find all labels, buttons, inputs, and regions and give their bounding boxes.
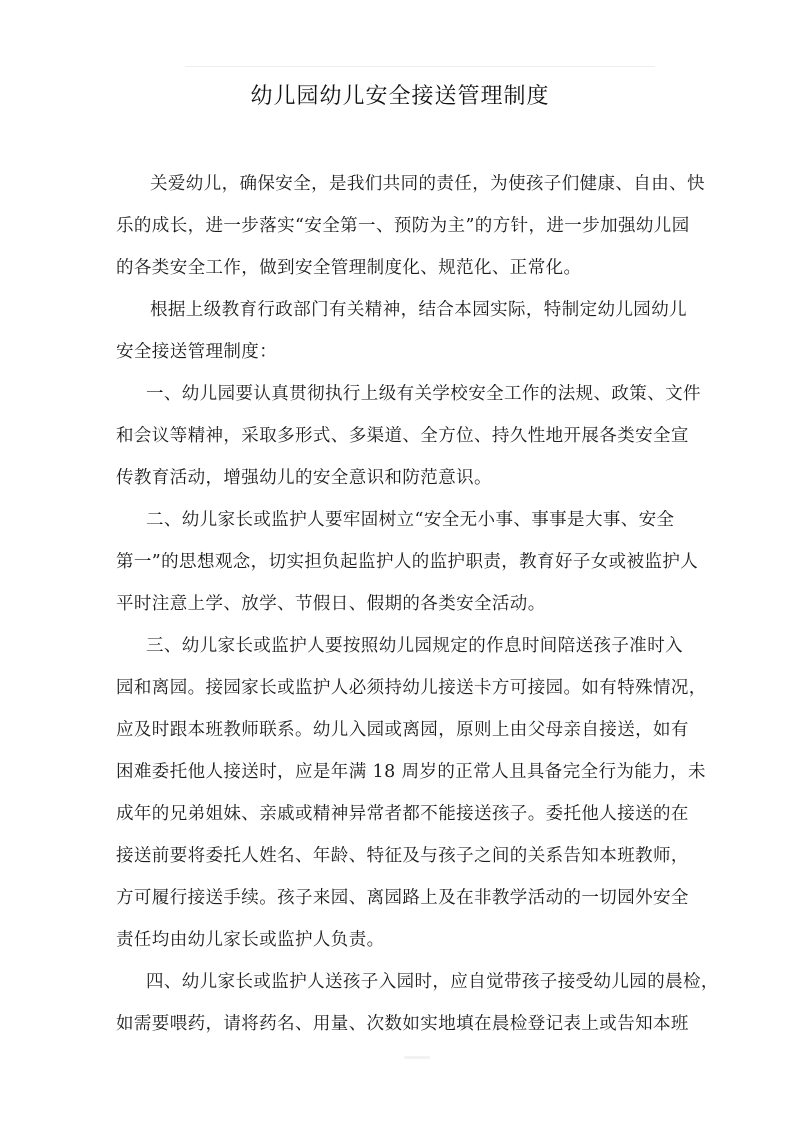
text-line: 困难委托他人接送时，应是年满 18 周岁的正常人且具备完全行为能力，未 <box>116 762 706 782</box>
text-line: 根据上级教育行政部门有关精神，结合本园实际，特制定幼儿园幼儿 <box>150 300 687 320</box>
text-line: 的各类安全工作，做到安全管理制度化、规范化、正常化。 <box>116 258 582 278</box>
text-line: 乐的成长，进一步落实“安全第一、预防为主”的方针，进一步加强幼儿园 <box>116 216 690 236</box>
text-line: 安全接送管理制度： <box>116 342 278 362</box>
text-line: 如需要喂药，请将药名、用量、次数如实地填在晨检登记表上或告知本班 <box>116 1014 689 1034</box>
page-footer-mark <box>404 1056 430 1059</box>
text-line: 二、幼儿家长或监护人要牢固树立“安全无小事、事事是大事、安全 <box>146 510 675 530</box>
text-line: 方可履行接送手续。孩子来园、离园路上及在非教学活动的一切园外安全 <box>116 888 689 908</box>
text-line: 三、幼儿家长或监护人要按照幼儿园规定的作息时间陪送孩子准时入 <box>146 636 683 656</box>
text-line: 关爱幼儿，确保安全，是我们共同的责任，为使孩子们健康、自由、快 <box>150 174 705 194</box>
document-title: 幼儿园幼儿安全接送管理制度 <box>250 84 550 109</box>
text-line: 传教育活动，增强幼儿的安全意识和防范意识。 <box>116 468 492 488</box>
text-line: 接送前要将委托人姓名、年龄、特征及与孩子之间的关系告知本班教师， <box>116 846 689 866</box>
text-line: 平时注意上学、放学、节假日、假期的各类安全活动。 <box>116 594 546 614</box>
header-rule <box>185 66 655 67</box>
text-line: 第一”的思想观念，切实担负起监护人的监护职责，教育好子女或被监护人 <box>116 552 699 572</box>
text-line: 责任均由幼儿家长或监护人负责。 <box>116 930 385 950</box>
text-line: 园和离园。接园家长或监护人必须持幼儿接送卡方可接园。如有特殊情况， <box>116 678 707 698</box>
text-line: 应及时跟本班教师联系。幼儿入园或离园，原则上由父母亲自接送，如有 <box>116 720 689 740</box>
text-line: 和会议等精神，采取多形式、多渠道、全方位、持久性地开展各类安全宣 <box>116 426 689 446</box>
text-line: 四、幼儿家长或监护人送孩子入园时，应自觉带孩子接受幼儿园的晨检， <box>146 972 719 992</box>
text-line: 成年的兄弟姐妹、亲戚或精神异常者都不能接送孩子。委托他人接送的在 <box>116 804 689 824</box>
text-line: 一、幼儿园要认真贯彻执行上级有关学校安全工作的法规、政策、文件 <box>146 384 701 404</box>
